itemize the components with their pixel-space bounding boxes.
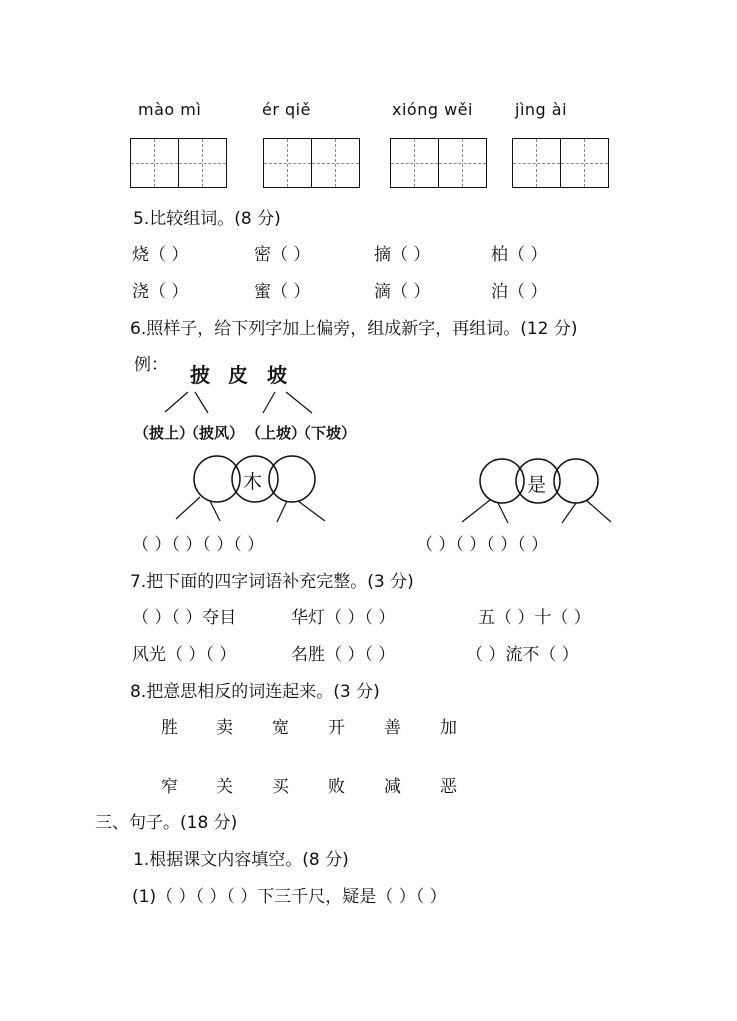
q7-r2-3[interactable]: （ ）流不（ ） xyxy=(466,645,579,665)
q5-r2-3[interactable]: 滴（ ） xyxy=(374,282,431,302)
q8-top-1[interactable]: 胜 xyxy=(161,718,178,738)
q5-r1-3[interactable]: 摘（ ） xyxy=(374,245,431,265)
q8-top-5[interactable]: 善 xyxy=(384,718,401,738)
pinyin-3: xióng wěi xyxy=(392,100,473,119)
q8-top-4[interactable]: 开 xyxy=(328,718,345,738)
q8-bottom-1[interactable]: 窄 xyxy=(161,777,178,797)
q7-r1-3[interactable]: 五（ ）十（ ） xyxy=(478,608,591,628)
example-char-2: 皮 xyxy=(228,363,248,387)
example-word-2: （披风） xyxy=(184,424,245,442)
q8-bottom-5[interactable]: 减 xyxy=(384,777,401,797)
section3-title: 三、句子。(18 分) xyxy=(95,813,238,833)
example-word-4: （下坡） xyxy=(296,424,357,442)
q6-example-label: 例： xyxy=(134,355,168,375)
example-char-3: 坡 xyxy=(267,363,287,387)
q5-r2-4[interactable]: 泊（ ） xyxy=(491,282,548,302)
section3-q1-title: 1.根据课文内容填空。(8 分) xyxy=(133,850,349,870)
example-word-1: （披上） xyxy=(134,424,195,442)
q5-r1-1[interactable]: 烧（ ） xyxy=(132,245,189,265)
q5-r2-2[interactable]: 蜜（ ） xyxy=(254,282,311,302)
example-word-3: （上坡） xyxy=(246,424,307,442)
q8-bottom-3[interactable]: 买 xyxy=(272,777,289,797)
q7-r1-2[interactable]: 华灯（ ）（ ） xyxy=(291,608,396,628)
q5-title: 5.比较组词。(8 分) xyxy=(133,209,281,229)
q6-blanks-left[interactable]: （ ）（ ）（ ）（ ） xyxy=(132,535,265,555)
q7-title: 7.把下面的四字词语补充完整。(3 分) xyxy=(130,572,414,592)
circle-char-shi: 是 xyxy=(527,474,547,496)
circle-left-1 xyxy=(194,456,240,502)
q8-top-2[interactable]: 卖 xyxy=(216,718,233,738)
pinyin-4: jìng ài xyxy=(515,100,568,119)
circle-char-mu: 木 xyxy=(243,471,263,493)
pinyin-2: ér qiě xyxy=(262,100,311,119)
q7-r2-2[interactable]: 名胜（ ）（ ） xyxy=(291,645,396,665)
q5-r1-4[interactable]: 柏（ ） xyxy=(491,245,548,265)
example-char-1: 披 xyxy=(190,363,210,387)
pinyin-1: mào mì xyxy=(138,100,202,119)
q8-top-3[interactable]: 宽 xyxy=(272,718,289,738)
circle-left-2 xyxy=(480,459,524,503)
q8-title: 8.把意思相反的词连起来。(3 分) xyxy=(130,682,380,702)
q6-blanks-right[interactable]: （ ）（ ）（ ）（ ） xyxy=(416,535,549,555)
section3-q1-line[interactable]: (1)（ ）（ ）（ ）下三千尺，疑是（ ）（ ） xyxy=(132,887,447,907)
q6-title: 6.照样子，给下列字加上偏旁，组成新字，再组词。(12 分) xyxy=(130,319,578,339)
circle-right-1 xyxy=(269,456,315,502)
q8-top-6[interactable]: 加 xyxy=(440,718,457,738)
q7-r1-1[interactable]: （ ）（ ）夺目 xyxy=(132,608,237,628)
q8-bottom-4[interactable]: 败 xyxy=(328,777,345,797)
q5-r1-2[interactable]: 密（ ） xyxy=(254,245,311,265)
q8-bottom-2[interactable]: 关 xyxy=(216,777,233,797)
q7-r2-1[interactable]: 风光（ ）（ ） xyxy=(132,645,237,665)
q8-bottom-6[interactable]: 恶 xyxy=(440,777,457,797)
q5-r2-1[interactable]: 浇（ ） xyxy=(132,282,189,302)
